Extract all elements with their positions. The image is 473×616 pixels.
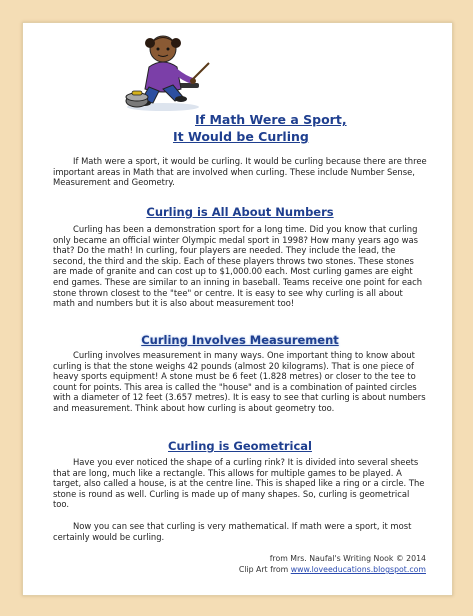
conclusion-paragraph: Now you can see that curling is very mathematical. If math were a sport, it most certainly would be curling. [53,521,412,542]
section-body-geometry: Have you ever noticed the shape of a curling rink? It is divided into several sheets that are long, much like a rectangle. This allows for multiple games to be played. A target, also called a house, is at the centre line. This is shaped like a ring or a circle. The stone is round as well. Curling is made up of many shapes. So, curling is geometrical too. [53,457,425,510]
curling-player-illustration [123,27,213,113]
clipart-credit-prefix: Clip Art from [238,565,291,574]
section-body-measurement: Curling involves measurement in many ways. One important thing to know about curling is that the stone weighs 42 pounds (almost 20 kilograms). That is one piece of heavy sports equipment! A stone must be 6 feet (1.828 metres) or closer to the tee to count for points. This area is called the "house" and is a combination of painted circles with a diameter of 12 feet (3.657 metres). It is easy to see that curling is about numbers and measurement. Think about how curling is about geometry too. [53,350,426,413]
intro-paragraph: If Math were a sport, it would be curling. It would be curling because there are three important areas in Math that are involved when curling. These include Number Sense, Measurement and Geometry. [53,156,427,188]
section-body-numbers: Curling has been a demonstration sport for a long time. Did you know that curling only became an official winter Olympic medal sport in 1998? How many years ago was that? Do the math! In curling, four players are needed. They include the lead, the second, the third and the skip. Each of these players throws two stones. These stones are made of granite and can cost up to $1,000.00 each. Most curling games are eight end games. These are similar to an inning in baseball. Teams receive one point for each stone thrown closest to the "tee" or centre. It is easy to see why curling is all about math and numbers but it is also about measurement too! [53,224,423,309]
title-line-1: If Math Were a Sport, [195,112,347,127]
page-title [173,111,355,145]
clipart-link[interactable]: www.loveeducations.blogspot.com [290,565,426,574]
title-line-2: It Would be Curling [173,129,309,144]
section-heading-measurement: Curling Involves Measurement [141,333,339,347]
clipart-credit [239,565,426,574]
section-heading-geometry: Curling is Geometrical [168,439,312,453]
worksheet-page [22,22,453,596]
section-heading-numbers: Curling is All About Numbers [146,205,334,219]
author-credit: from Mrs. Naufal's Writing Nook © 2014 [269,554,426,563]
